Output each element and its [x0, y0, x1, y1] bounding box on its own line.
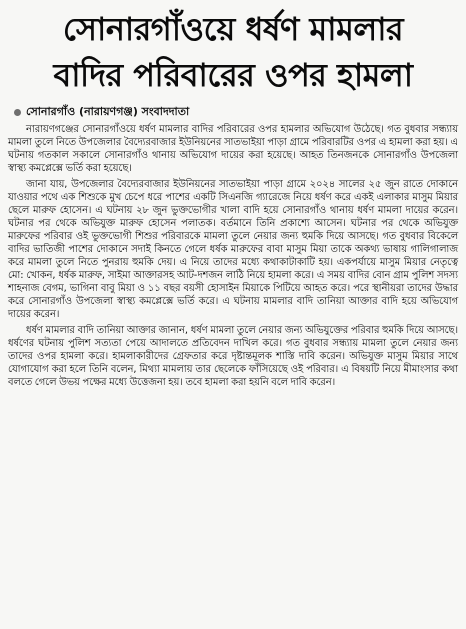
bullet-icon [14, 109, 21, 116]
byline [8, 104, 458, 120]
paragraph: ধর্ষণ মামলার বাদি তানিয়া আক্তার জানান, ধর্ষণ মামলা তুলে নেয়ার জন্য অভিযুক্তের পরিবার হুমকি দিয়ে আসছে। ধর্ষণের ঘটনায় পুলিশ সত্যতা পেয়ে আদালতে প্রতিবেদন দাখিল করে। গত বুধবার সন্ধ্যায় মামলা তুলে নেয়ার জন্য তাদের ওপর হামলা করে। হামলাকারীদের গ্রেফতার করে দৃষ্টান্তমূলক শাস্তি দাবি করেন। অভিযুক্ত মাসুম মিয়ার সাথে যোগাযোগ করা হলে তিনি বলেন, মিথ্যা মামলায় তার ছেলেকে ফাঁসিয়েছে ওই পরিবার। এ বিষয়টি নিয়ে মীমাংসার কথা বলতে গেলে উভয় পক্ষের মধ্যে উত্তেজনা হয়। তবে হামলা করা হয়নি বলে দাবি করেন। [8, 325, 458, 388]
byline-text: সোনারগাঁও (নারায়ণগঞ্জ) সংবাদদাতা [26, 105, 190, 118]
article-body [8, 123, 458, 389]
headline-line-2: বাদির পরিবারের ওপর হামলা [53, 56, 413, 94]
headline-line-1: সোনারগাঁওয়ে ধর্ষণ মামলার [62, 10, 404, 48]
paragraph: নারায়ণগঞ্জের সোনারগাঁওয়ে ধর্ষণ মামলার বাদির পরিবারের ওপর হামলার অভিযোগ উঠেছে। গত বুধবার সন্ধ্যায় মামলা তুলে নিতে উপজেলার বৈদ্যেরবাজার ইউনিয়নের সাতভাইয়া পাড়া গ্রামে পরিবারটির ওপর এ হামলা করা হয়। এ ঘটনায় গতকাল সকালে সোনারগাঁও থানায় অভিযোগ দায়ের করা হয়েছে। আহত তিনজনকে সোনারগাঁও উপজেলা স্বাস্থ্য কমপ্লেক্সে ভর্তি করা হয়েছে। [8, 124, 458, 174]
headline [8, 6, 458, 98]
paragraph: জানা যায়, উপজেলার বৈদ্যেরবাজার ইউনিয়নের সাতভাইয়া পাড়া গ্রামে ২০২৪ সালের ২৫ জুন রাতে দোকানে যাওয়ার পথে এক শিশুকে মুখ চেপে ধরে পাশের একটি সিএনজি গ্যারেজে নিয়ে ধর্ষণ করে একই এলাকার মাসুম মিয়ার ছেলে মারুফ হোসেন। এ ঘটনায় ২৮ জুন ভুক্তভোগীর খালা বাদি হয়ে সোনারগাঁও থানায় ধর্ষণ মামলা দায়ের করেন। ঘটনার পর থেকে অভিযুক্ত মারুফ হোসেন পলাতক। বর্তমানে তিনি প্রকাশ্যে আসেন। ঘটনার পর থেকে অভিযুক্ত মারুফের পরিবার ওই ভুক্তভোগী শিশুর পরিবারকে মামলা তুলে নেয়ার জন্য হুমকি দিয়ে আসছে। গত বুধবার বিকেলে বাদির ভাতিজী পাশের দোকানে সদাই কিনতে গেলে ধর্ষক মারুফের বাবা মাসুম মিয়া তাকে অকথ্য ভাষায় গালিগালাজ করে মামলা তুলে নিতে পুনরায় হুমকি দেয়। এ নিয়ে তাদের মধ্যে কথাকাটাকাটি হয়। একপর্যায়ে মাসুম মিয়ার নেতৃত্বে মো: খোকন, ধর্ষক মারুফ, সাইমা আক্তারসহ আট-দশজন লাঠি নিয়ে হামলা করে। এ সময় বাদির বোন গ্রাম পুলিশ সদস্য শাহনাজ বেগম, ভাগিনা বাবু মিয়া ও ১১ বছর বয়সী হোসাইন মিয়াকে পিটিয়ে আহত করে। পরে স্থানীয়রা তাদের উদ্ধার করে সোনারগাঁও উপজেলা স্বাস্থ্য কমপ্লেক্সে ভর্তি করে। এ ঘটনায় মামলার বাদি তানিয়া আক্তার বাদি হয়ে অভিযোগ দায়ের করেন। [8, 179, 458, 320]
